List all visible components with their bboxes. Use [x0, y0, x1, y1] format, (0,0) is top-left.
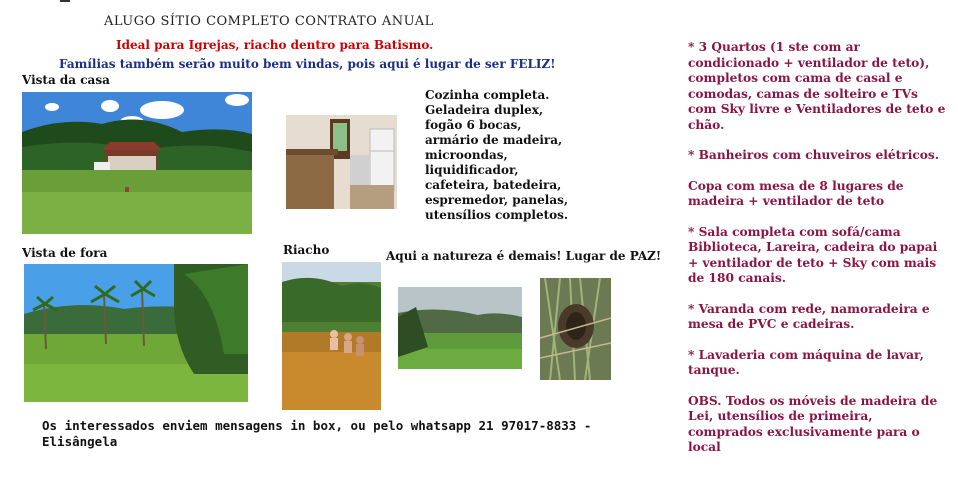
vista-fora-label: Vista de fora	[22, 246, 108, 260]
subtitle-red: Ideal para Igrejas, riacho dentro para Batismo.	[116, 38, 434, 52]
kitchen-line: liquidificador,	[425, 163, 519, 177]
stream-photo	[282, 262, 381, 410]
features-list	[688, 40, 950, 471]
feature-item: OBS. Todos os móveis de madeira de Lei, utensílios de primeira, comprados exclusivamente para o local	[688, 393, 938, 454]
kitchen-line: cafeteira, batedeira,	[425, 178, 562, 192]
valley-photo	[398, 287, 522, 369]
feature-item: * Varanda com rede, namoradeira e mesa de PVC e cadeiras.	[688, 301, 930, 331]
outside-photo	[24, 264, 248, 402]
closeup-photo	[540, 278, 611, 380]
kitchen-line: fogão 6 bocas,	[425, 118, 522, 132]
natureza-caption: Aqui a natureza é demais! Lugar de PAZ!	[386, 249, 662, 263]
feature-item: * 3 Quartos (1 ste com ar condicionado + ventilador de teto), completos com cama de casal e comodas, camas de solteiro e TVs com Sky livre e Ventiladores de teto e chão.	[688, 40, 946, 132]
kitchen-line: armário de madeira,	[425, 133, 563, 147]
contact-footer: Os interessados enviem mensagens in box, ou pelo whatsapp 21 97017-8833 - Elisângela	[42, 418, 592, 449]
house-photo	[22, 92, 252, 234]
kitchen-line: microondas,	[425, 148, 508, 162]
kitchen-description	[425, 88, 595, 223]
page-title: ALUGO SÍTIO COMPLETO CONTRATO ANUAL	[104, 14, 434, 29]
kitchen-line: Geladeira duplex,	[425, 103, 544, 117]
kitchen-line: espremedor, panelas,	[425, 193, 569, 207]
kitchen-line: utensílios completos.	[425, 208, 569, 222]
kitchen-photo	[286, 115, 397, 209]
top-dash	[60, 0, 70, 2]
feature-item: * Banheiros com chuveiros elétricos.	[688, 148, 939, 162]
vista-casa-label: Vista da casa	[22, 73, 110, 87]
kitchen-line: Cozinha completa.	[425, 88, 550, 102]
feature-item: * Lavaderia com máquina de lavar, tanque.	[688, 347, 924, 377]
riacho-label: Riacho	[283, 243, 330, 257]
subtitle-blue: Famílias também serão muito bem vindas, pois aqui é lugar de ser FELIZ!	[59, 57, 556, 71]
feature-item: Copa com mesa de 8 lugares de madeira + ventilador de teto	[688, 178, 904, 208]
feature-item: * Sala completa com sofá/cama Biblioteca, Lareira, cadeira do papai + ventilador de teto + Sky com mais de 180 canais.	[688, 224, 938, 285]
